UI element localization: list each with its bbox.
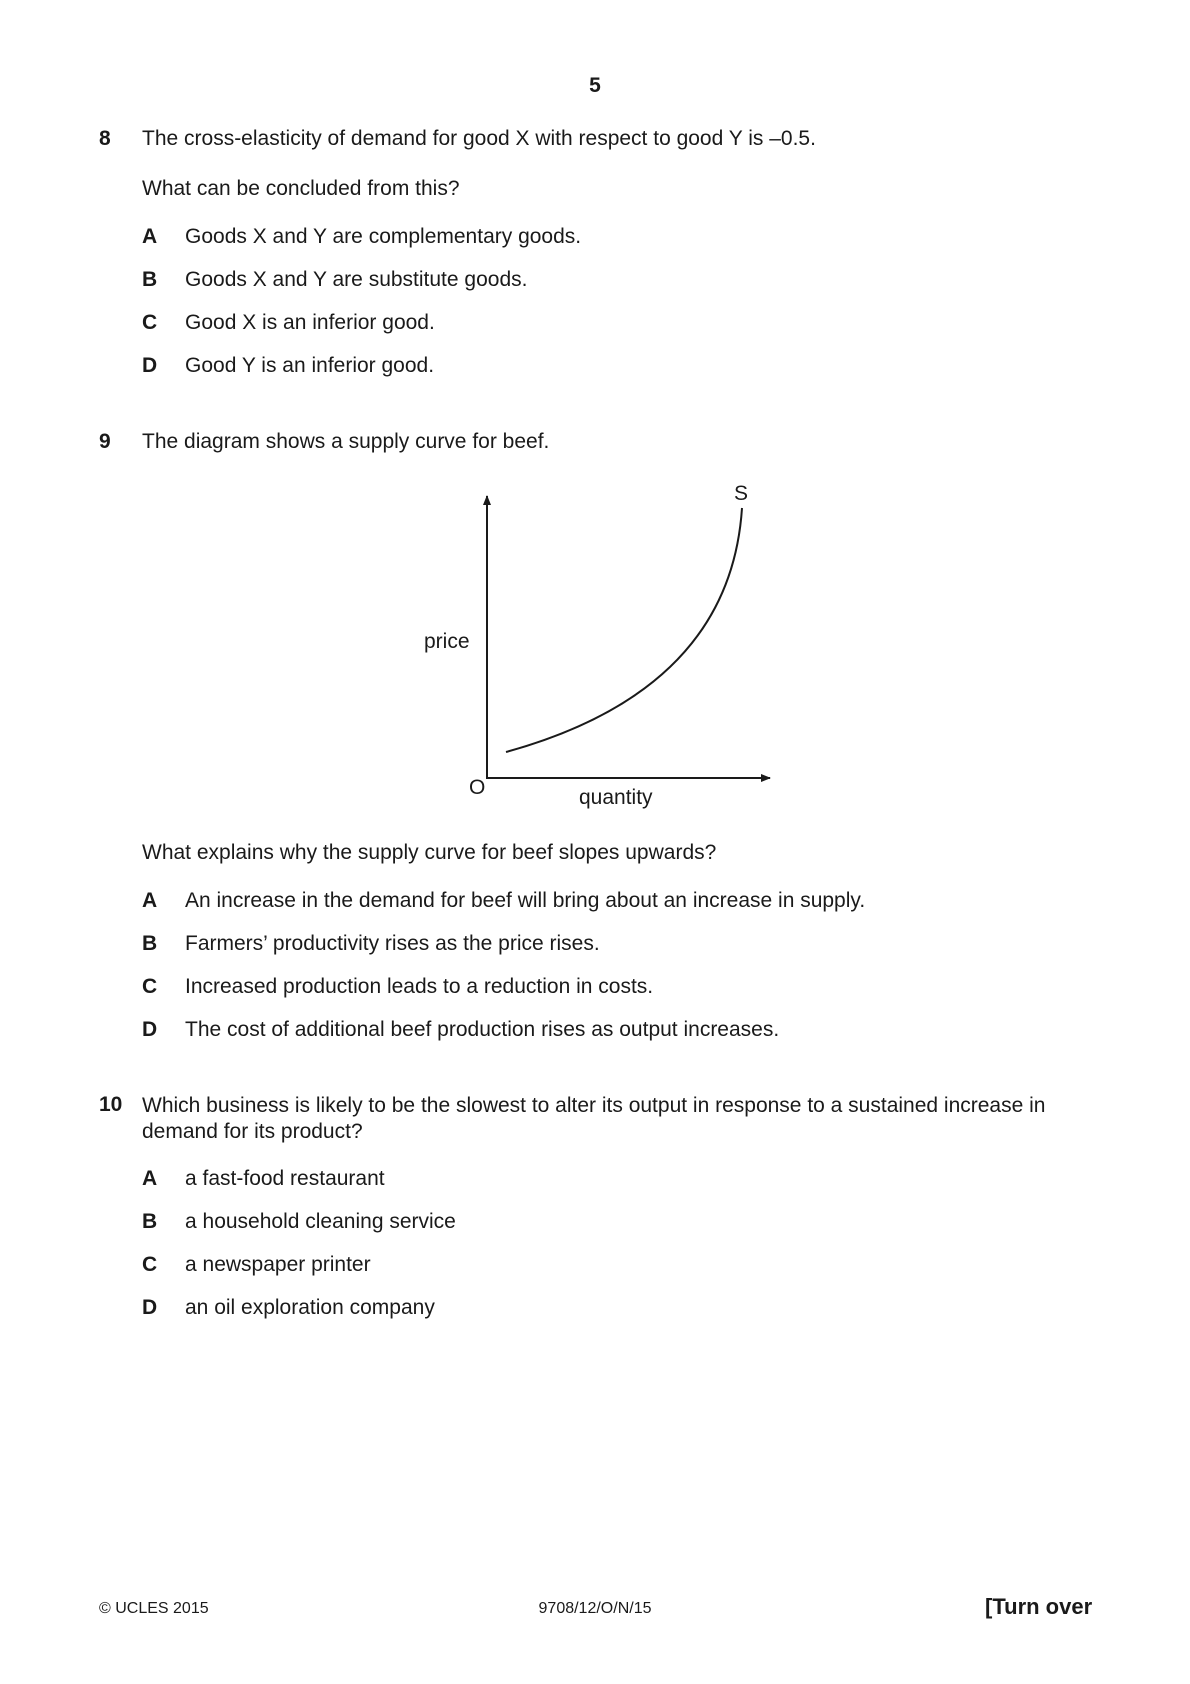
option-letter: A: [142, 889, 158, 912]
page-number: 5: [589, 74, 601, 97]
question-number: 10: [99, 1093, 123, 1116]
option-text: An increase in the demand for beef will bring about an increase in supply.: [185, 889, 866, 912]
question-prompt: What explains why the supply curve for beef slopes upwards?: [142, 841, 717, 864]
option-letter: B: [142, 268, 158, 291]
origin-label: O: [469, 776, 486, 799]
option-letter: C: [142, 1253, 158, 1276]
question-stem: The diagram shows a supply curve for beef.: [142, 430, 550, 453]
supply-curve: [506, 508, 742, 752]
option-text: Increased production leads to a reduction in costs.: [185, 975, 654, 998]
supply-curve-diagram: [0, 0, 1190, 830]
option-letter: D: [142, 1018, 158, 1041]
y-axis-label: price: [424, 630, 470, 653]
option-letter: C: [142, 311, 158, 334]
question-prompt: What can be concluded from this?: [142, 177, 460, 200]
turn-over-notice: [Turn over: [985, 1594, 1093, 1619]
option-text: Good X is an inferior good.: [185, 311, 435, 334]
option-letter: C: [142, 975, 158, 998]
question-number: 9: [99, 430, 111, 453]
option-letter: B: [142, 1210, 158, 1233]
option-text: Goods X and Y are complementary goods.: [185, 225, 582, 248]
option-text: a newspaper printer: [185, 1253, 371, 1276]
question-stem: Which business is likely to be the slowest to alter its output in response to a sustained increase in demand for its product?: [142, 1094, 1046, 1143]
option-text: a household cleaning service: [185, 1210, 456, 1233]
option-letter: A: [142, 225, 158, 248]
option-letter: D: [142, 1296, 158, 1319]
option-text: an oil exploration company: [185, 1296, 435, 1319]
question-stem: The cross-elasticity of demand for good X with respect to good Y is –0.5.: [142, 127, 816, 150]
copyright-notice: © UCLES 2015: [99, 1600, 209, 1617]
option-letter: B: [142, 932, 158, 955]
option-text: The cost of additional beef production rises as output increases.: [185, 1018, 780, 1041]
option-text: Good Y is an inferior good.: [185, 354, 435, 377]
curve-label: S: [734, 482, 749, 505]
question-number: 8: [99, 127, 111, 150]
paper-code: 9708/12/O/N/15: [538, 1600, 652, 1617]
option-text: Farmers’ productivity rises as the price rises.: [185, 932, 600, 955]
x-axis-label: quantity: [579, 786, 653, 809]
option-letter: D: [142, 354, 158, 377]
option-text: Goods X and Y are substitute goods.: [185, 268, 528, 291]
option-letter: A: [142, 1167, 158, 1190]
option-text: a fast-food restaurant: [185, 1167, 385, 1190]
